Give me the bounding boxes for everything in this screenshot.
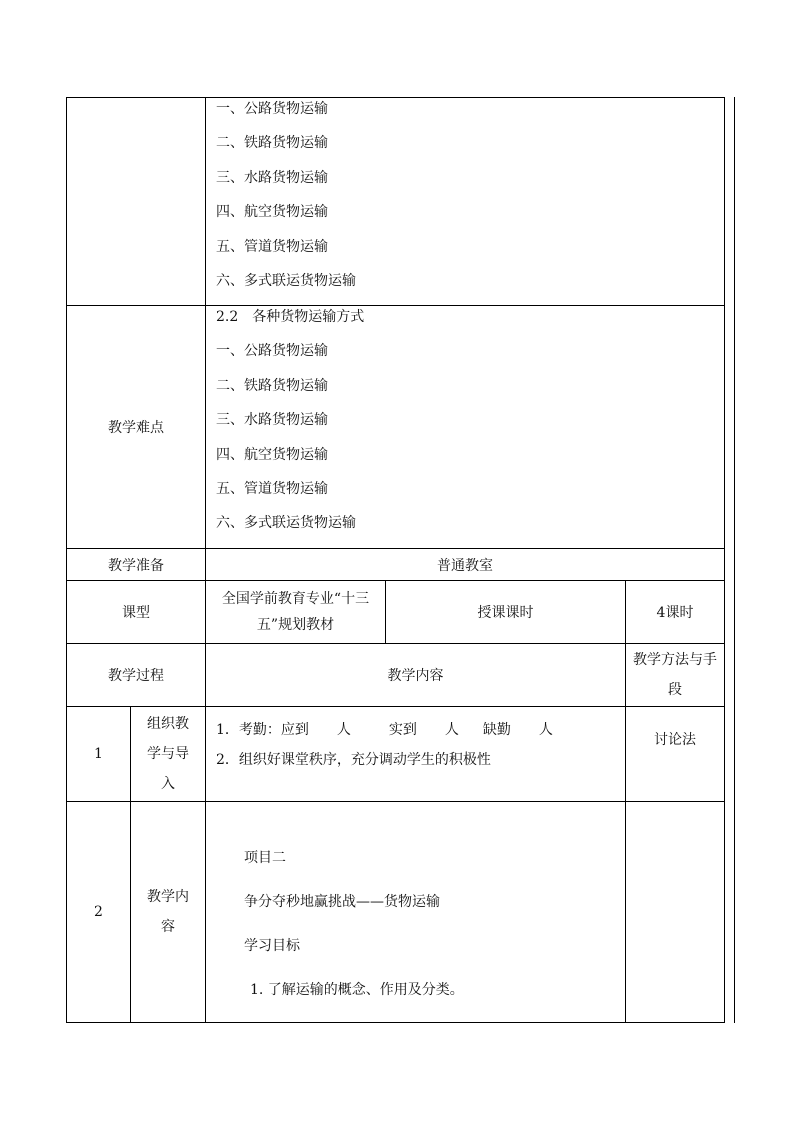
process-header-row	[67, 644, 725, 707]
course-type-label: 课型	[67, 581, 206, 644]
preparation-label: 教学准备	[67, 549, 206, 581]
attendance-line: 1．考勤：应到 人 实到 人 缺勤 人	[216, 722, 553, 738]
project-title: 项目二	[244, 850, 286, 866]
objectives-heading: 学习目标	[244, 938, 300, 954]
list-item: 四、航空货物运输	[216, 446, 328, 463]
list-item: 五、管道货物运输	[216, 238, 328, 255]
step-number: 2	[67, 802, 131, 1023]
list-item: 五、管道货物运输	[216, 480, 328, 497]
course-type-row	[67, 581, 725, 644]
classroom-order-line: 2．组织好课堂秩序，充分调动学生的积极性	[216, 752, 491, 768]
list-item: 二、铁路货物运输	[216, 135, 328, 152]
page-border-right	[734, 97, 735, 1023]
transport-types-list	[206, 98, 725, 306]
step-name: 教学内 容	[131, 802, 206, 1023]
step-row-2	[67, 802, 725, 1023]
list-item: 三、水路货物运输	[216, 169, 328, 186]
list-item: 二、铁路货物运输	[216, 377, 328, 394]
transport-types-row	[67, 98, 725, 306]
step-method	[626, 802, 725, 1023]
list-item: 六、多式联运货物运输	[216, 515, 356, 532]
list-item: 三、水路货物运输	[216, 412, 328, 429]
content-header: 教学内容	[206, 644, 626, 707]
list-item: 四、航空货物运输	[216, 204, 328, 221]
list-item: 一、公路货物运输	[216, 101, 328, 117]
step-number: 1	[67, 707, 131, 802]
course-type-value: 全国学前教育专业“十三五”规划教材	[206, 581, 386, 644]
step-content	[206, 707, 626, 802]
step-content	[206, 802, 626, 1023]
objective-item: 1. 了解运输的概念、作用及分类。	[250, 982, 464, 998]
project-subtitle: 争分夺秒地赢挑战——货物运输	[244, 894, 440, 910]
difficulty-label: 教学难点	[67, 306, 206, 549]
hours-value: 4课时	[626, 581, 725, 644]
preparation-value: 普通教室	[206, 549, 725, 581]
lesson-plan-table	[66, 97, 725, 1023]
step-row-1	[67, 707, 725, 802]
difficulty-heading: 2.2 各种货物运输方式	[216, 309, 365, 325]
difficulty-row	[67, 306, 725, 549]
step-name: 组织教 学与导 入	[131, 707, 206, 802]
process-header: 教学过程	[67, 644, 206, 707]
list-item: 一、公路货物运输	[216, 343, 328, 360]
preparation-row	[67, 549, 725, 581]
hours-label: 授课课时	[386, 581, 626, 644]
method-header: 教学方法与手段	[626, 644, 725, 707]
list-item: 六、多式联运货物运输	[216, 272, 356, 289]
difficulty-list	[206, 306, 725, 549]
empty-label-cell	[67, 98, 206, 306]
step-method: 讨论法	[626, 707, 725, 802]
